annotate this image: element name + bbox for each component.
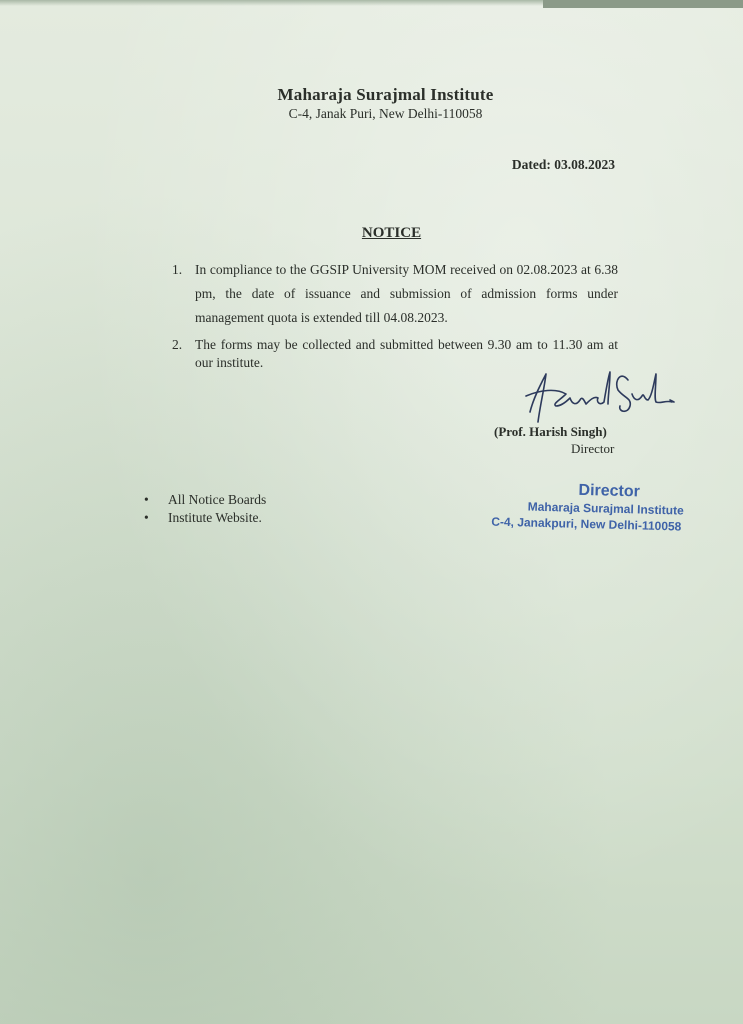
institute-name: Maharaja Surajmal Institute (277, 85, 494, 104)
distribution-item (144, 491, 266, 509)
official-stamp (469, 478, 705, 535)
notice-item-number: 2. (172, 337, 183, 352)
letterhead (0, 84, 743, 122)
paper-corner-shadow (543, 0, 743, 8)
bullet-icon: • (144, 492, 149, 507)
stamp-institute: Maharaja Surajmal Institute (527, 499, 684, 518)
notice-item (172, 258, 618, 330)
notice-item-number: 1. (172, 262, 183, 277)
bullet-icon: • (144, 510, 149, 525)
signatory-title: Director (571, 441, 615, 456)
institute-address: C-4, Janak Puri, New Delhi-110058 (288, 106, 483, 121)
distribution-item (144, 509, 266, 527)
handwritten-signature (520, 360, 685, 428)
notice-item-text: The forms may be collected and submitted between 9.30 am to 11.30 am at our institute. (195, 337, 618, 370)
stamp-address: C-4, Janakpuri, New Delhi-110058 (491, 514, 682, 534)
distribution-item-text: All Notice Boards (168, 492, 267, 507)
stamp-title: Director (578, 481, 641, 501)
notice-date: Dated: 03.08.2023 (511, 157, 615, 172)
notice-items (172, 258, 618, 372)
distribution-list (144, 491, 266, 527)
notice-item-text: In compliance to the GGSIP University MOM received on 02.08.2023 at 6.38 pm, the date of issuance and submission of admission forms under management quota is extended till 04.08.2023. (195, 262, 618, 325)
signatory-name: (Prof. Harish Singh) (494, 424, 607, 439)
notice-title: NOTICE (361, 225, 422, 241)
distribution-item-text: Institute Website. (168, 510, 262, 525)
